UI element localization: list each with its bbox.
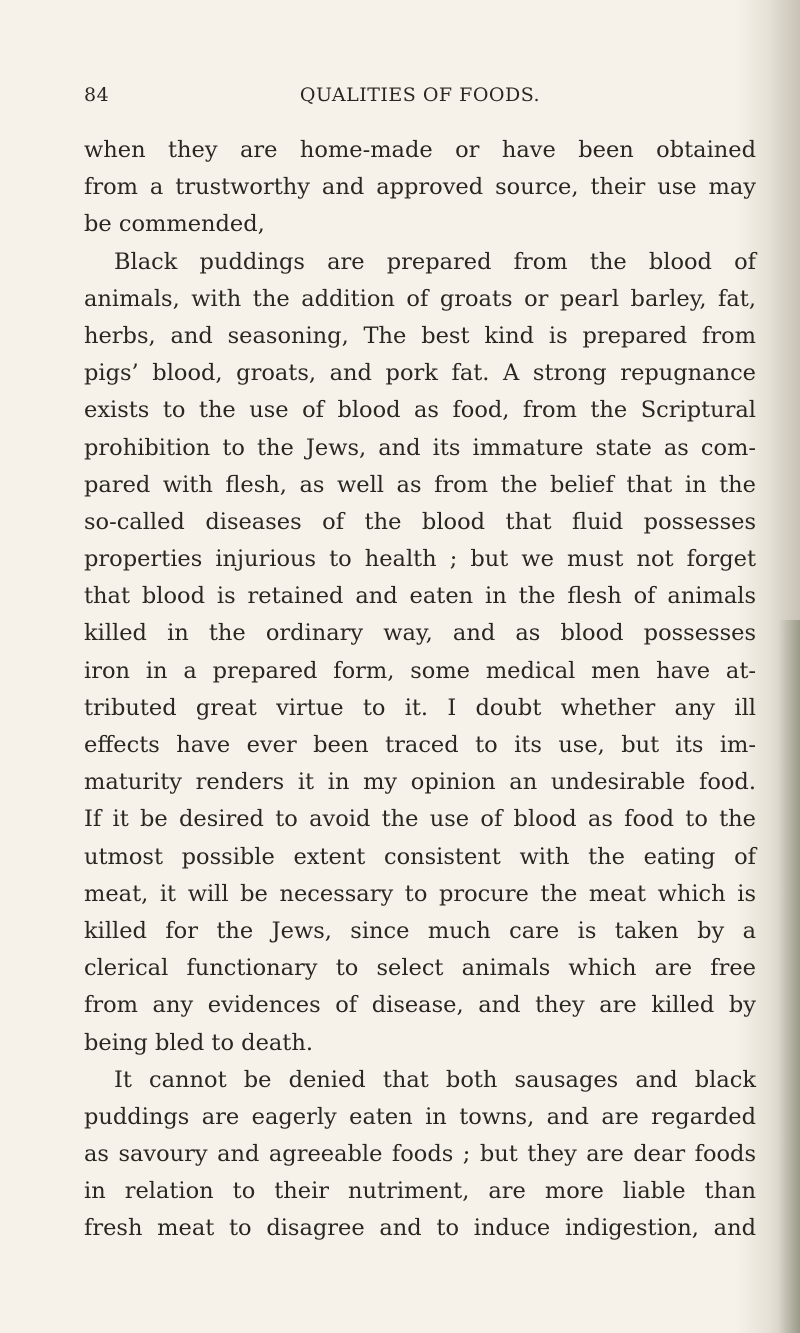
text-line: from any evidences of disease, and they are killed by (84, 992, 756, 1019)
text-line: meat, it will be necessary to procure the meat which is (84, 880, 756, 907)
text-line: maturity renders it in my opinion an undesirable food. (84, 769, 756, 796)
text-line: exists to the use of blood as food, from the Scriptural (84, 397, 756, 424)
running-head: QUALITIES OF FOODS. (299, 84, 541, 106)
text-line: fresh meat to disagree and to induce indigestion, and (84, 1215, 756, 1242)
text-line: puddings are eagerly eaten in towns, and are regarded (84, 1103, 756, 1130)
text-line: iron in a prepared form, some medical men have at- (84, 657, 756, 684)
text-line: that blood is retained and eaten in the flesh of animals (84, 583, 756, 610)
text-line: herbs, and seasoning, The best kind is prepared from (84, 322, 756, 349)
page-number: 84 (84, 84, 110, 106)
text-line: tributed great virtue to it. I doubt whether any ill (84, 694, 756, 721)
text-line: killed for the Jews, since much care is taken by a (84, 917, 756, 944)
text-line: If it be desired to avoid the use of blood as food to the (84, 806, 756, 833)
text-line: properties injurious to health ; but we must not forget (84, 546, 756, 573)
text-line: be commended, (84, 211, 265, 238)
page-header (84, 84, 756, 114)
text-line: prohibition to the Jews, and its immature state as com- (84, 434, 756, 461)
text-line: from a trustworthy and approved source, their use may (84, 174, 756, 201)
text-line: animals, with the addition of groats or pearl barley, fat, (84, 285, 756, 312)
text-line: clerical functionary to select animals which are free (84, 955, 756, 982)
text-line: pigs’ blood, groats, and pork fat. A strong repugnance (84, 360, 756, 387)
text-line: It cannot be denied that both sausages and black (114, 1066, 756, 1093)
text-line: being bled to death. (84, 1029, 313, 1056)
text-line: effects have ever been traced to its use, but its im- (84, 732, 756, 758)
text-line: in relation to their nutriment, are more liable than (84, 1178, 756, 1205)
text-line: as savoury and agreeable foods ; but they are dear foods (84, 1141, 756, 1168)
page-edge-shadow (778, 620, 800, 1333)
text-line: when they are home-made or have been obtained (84, 137, 756, 163)
text-line: so-called diseases of the blood that fluid possesses (84, 508, 756, 535)
body-text (84, 132, 756, 1248)
text-line: pared with flesh, as well as from the belief that in the (84, 471, 756, 498)
text-line: utmost possible extent consistent with the eating of (84, 843, 756, 870)
text-line: killed in the ordinary way, and as blood possesses (84, 620, 756, 647)
text-line: Black puddings are prepared from the blood of (114, 248, 756, 275)
